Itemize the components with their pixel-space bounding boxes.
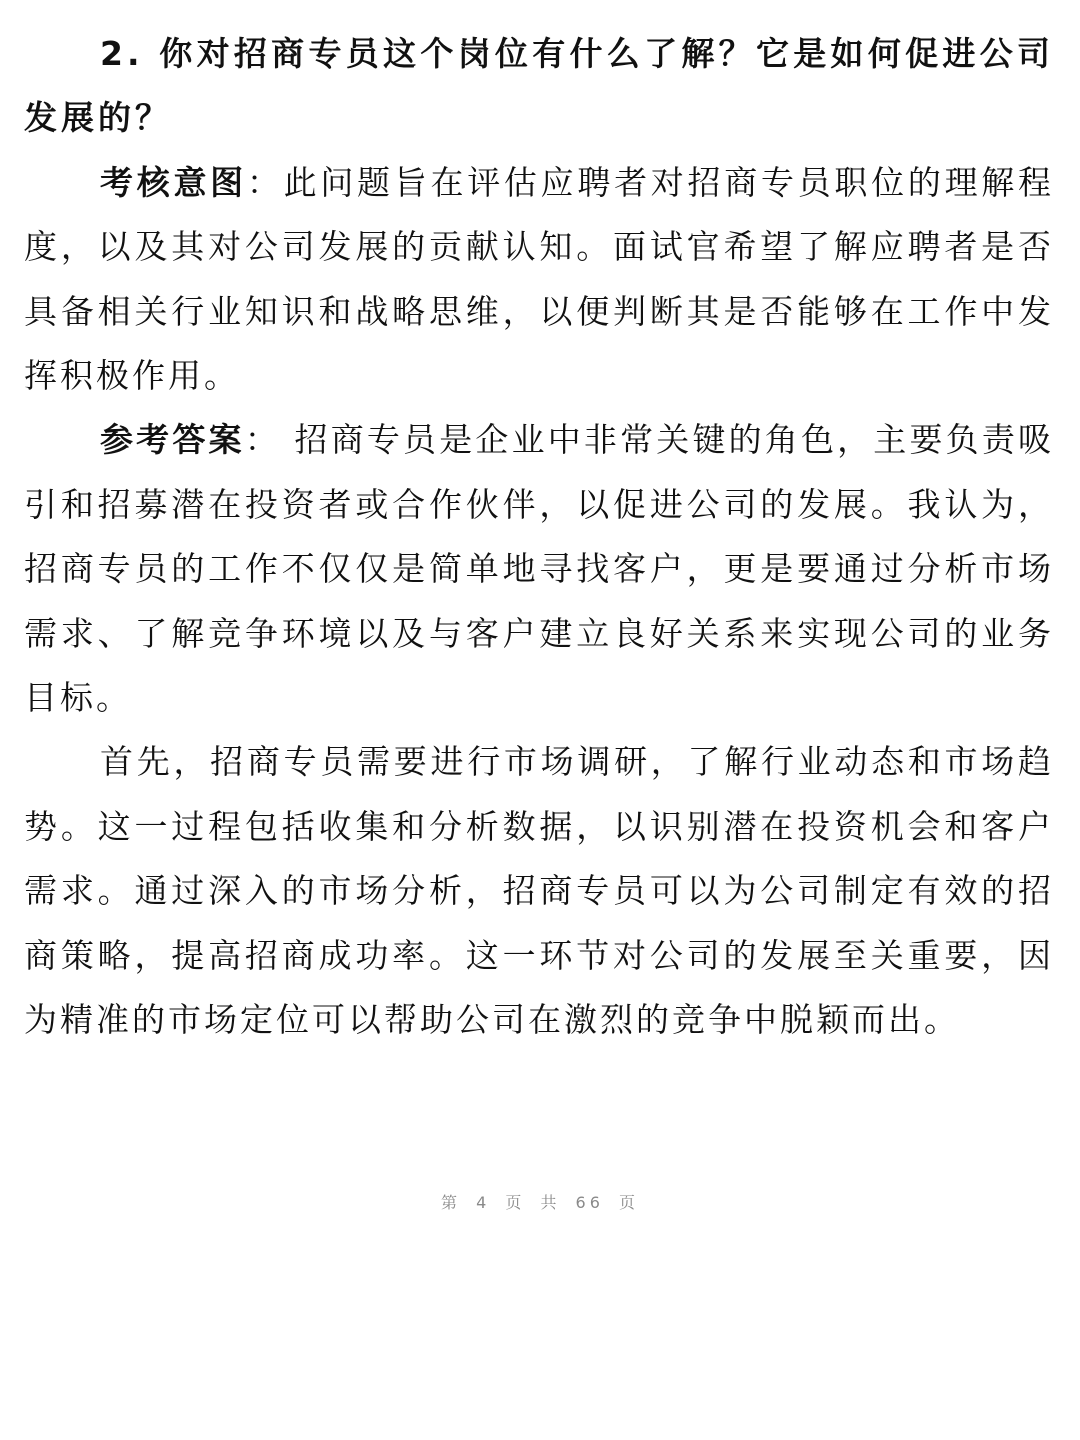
assessment-intent-label: 考核意图 bbox=[100, 162, 247, 202]
first-point-paragraph: 首先，招商专员需要进行市场调研，了解行业动态和市场趋势。这一过程包括收集和分析数据，以识别潜在投资机会和客户需求。通过深入的市场分析，招商专员可以为公司制定有效的招商策略，提高招商成功率。这一环节对公司的发展至关重要，因为精准的市场定位可以帮助公司在激烈的竞争中脱颖而出。 bbox=[24, 742, 1054, 1040]
reference-answer-paragraph bbox=[24, 408, 1054, 730]
reference-answer-label: 参考答案 bbox=[100, 420, 245, 460]
question-heading: 2. 你对招商专员这个岗位有什么了解？它是如何促进公司发展的？ bbox=[24, 34, 1054, 138]
reference-answer-text: ： 招商专员是企业中非常关键的角色，主要负责吸引和招募潜在投资者或合作伙伴，以促进公司的发展。我认为，招商专员的工作不仅仅是简单地寻找客户，更是要通过分析市场需求、了解竞争环境以及与客户建立良好关系来实现公司的业务目标。 bbox=[24, 420, 1055, 718]
assessment-intent-text: ：此问题旨在评估应聘者对招商专员职位的理解程度，以及其对公司发展的贡献认知。面试官希望了解应聘者是否具备相关行业知识和战略思维，以便判断其是否能够在工作中发挥积极作用。 bbox=[24, 162, 1055, 396]
document-body bbox=[24, 22, 1054, 1053]
assessment-intent-paragraph bbox=[24, 151, 1054, 409]
page-number-footer: 第 4 页 共 66 页 bbox=[441, 1193, 639, 1212]
